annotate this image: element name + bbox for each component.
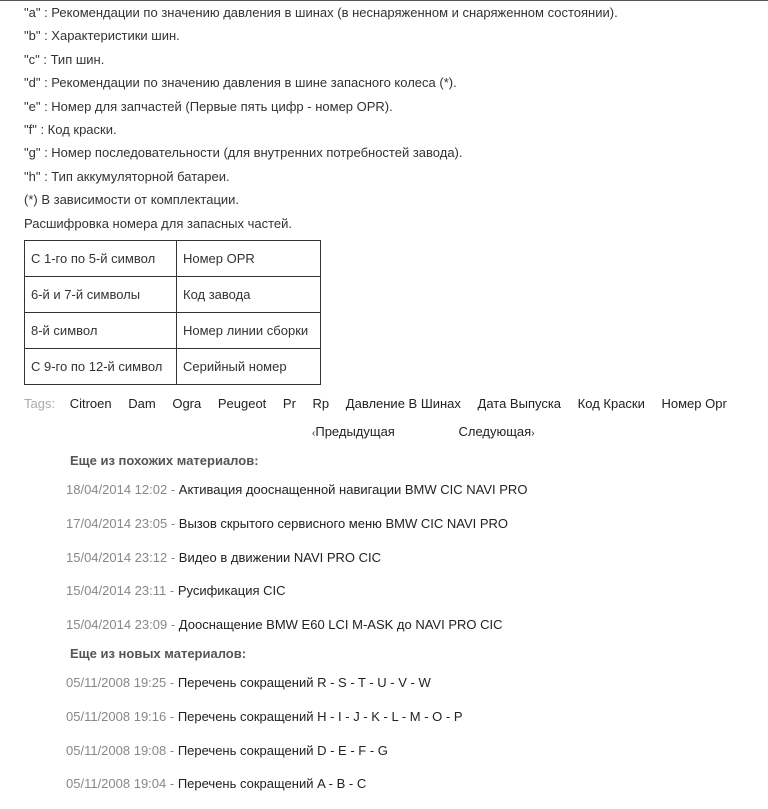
list-item — [66, 708, 756, 742]
prev-page-link[interactable] — [312, 424, 395, 439]
list-item — [66, 674, 756, 708]
newer-articles-list — [66, 674, 756, 809]
article-date: 05/11/2008 19:04 — [66, 776, 167, 792]
table-row — [25, 240, 321, 276]
separator: - — [167, 482, 179, 497]
table-cell-meaning: Номер OPR — [177, 240, 321, 276]
table-cell-position: 8-й символ — [25, 312, 177, 348]
similar-articles-title: Еще из похожих материалов: — [70, 453, 259, 468]
chevron-right-icon: › — [531, 428, 535, 439]
separator: - — [167, 549, 179, 565]
article-date: 18/04/2014 12:02 — [66, 482, 168, 497]
list-item — [66, 742, 756, 776]
next-page-label: Следующая — [458, 424, 532, 439]
legend-footnote: (*) В зависимости от комплектации. — [24, 192, 240, 208]
tag-link-opr-number[interactable]: Номер Opr — [661, 395, 727, 411]
legend-c: "c" : Тип шин. — [24, 51, 105, 67]
article-link[interactable]: Русификация CIC — [177, 583, 286, 599]
article-date: 15/04/2014 23:09 — [66, 617, 168, 633]
separator: - — [166, 675, 178, 690]
prev-page-label: Предыдущая — [315, 424, 395, 439]
tag-link-citroen[interactable]: Citroen — [69, 395, 112, 411]
list-item — [66, 582, 756, 616]
legend-g: "g" : Номер последовательности (для внутренних потребностей завода). — [24, 145, 463, 161]
separator: - — [166, 742, 178, 758]
tag-link-pr[interactable]: Pr — [282, 395, 296, 411]
article-link[interactable]: Перечень сокращений H - I - J - K - L - M - O - P — [177, 708, 463, 724]
separator: - — [166, 583, 178, 599]
parts-number-table — [24, 240, 321, 385]
chevron-left-icon: ‹ — [312, 428, 316, 439]
table-cell-meaning: Серийный номер — [177, 348, 321, 384]
table-cell-position: С 1-го по 5-й символ — [25, 240, 177, 276]
legend-e: "e" : Номер для запчастей (Первые пять цифр - номер OPR). — [24, 98, 393, 114]
list-item — [66, 481, 756, 515]
article-link[interactable]: Перечень сокращений A - B - C — [177, 776, 367, 792]
article-link[interactable]: Дооснащение BMW E60 LCI M-ASK до NAVI PRO CIC — [178, 617, 503, 633]
legend-d: "d" : Рекомендации по значению давления в шине запасного колеса (*). — [24, 75, 457, 91]
tag-link-dam[interactable]: Dam — [128, 395, 156, 411]
legend-b: "b" : Характеристики шин. — [24, 28, 180, 44]
table-row — [25, 348, 321, 384]
table-cell-position: С 9-го по 12-й символ — [25, 348, 177, 384]
tags-label: Tags: — [24, 395, 56, 411]
table-row — [25, 312, 321, 348]
tag-link-ogra[interactable]: Ogra — [172, 395, 202, 411]
table-cell-meaning: Код завода — [177, 276, 321, 312]
separator: - — [167, 617, 179, 633]
article-link[interactable]: Вызов скрытого сервисного меню BMW CIC NAVI PRO — [178, 515, 509, 531]
similar-articles-list — [66, 481, 756, 650]
separator: - — [167, 515, 179, 531]
article-date: 05/11/2008 19:08 — [66, 742, 167, 758]
next-page-link[interactable] — [458, 424, 534, 439]
table-cell-meaning: Номер линии сборки — [177, 312, 321, 348]
list-item — [66, 775, 756, 809]
article-date: 15/04/2014 23:12 — [66, 549, 168, 565]
table-cell-position: 6-й и 7-й символы — [25, 276, 177, 312]
article-date: 05/11/2008 19:25 — [66, 675, 167, 690]
tag-link-tire-pressure[interactable]: Давление В Шинах — [345, 395, 461, 411]
article-link[interactable]: Активация дооснащенной навигации BMW CIC NAVI PRO — [178, 482, 528, 497]
tag-link-peugeot[interactable]: Peugeot — [217, 395, 267, 411]
list-item — [66, 549, 756, 583]
table-caption: Расшифровка номера для запасных частей. — [24, 215, 293, 231]
article-date: 15/04/2014 23:11 — [66, 583, 167, 599]
separator: - — [166, 708, 178, 724]
article-link[interactable]: Перечень сокращений R - S - T - U - V - W — [177, 675, 431, 690]
legend-f: "f" : Код краски. — [24, 121, 117, 137]
tag-link-release-date[interactable]: Дата Выпуска — [477, 395, 562, 411]
article-link[interactable]: Перечень сокращений D - E - F - G — [177, 742, 388, 758]
tag-link-rp[interactable]: Rp — [312, 395, 330, 411]
top-divider — [0, 0, 768, 1]
article-date: 05/11/2008 19:16 — [66, 708, 167, 724]
article-link[interactable]: Видео в движении NAVI PRO CIC — [178, 549, 382, 565]
list-item — [66, 515, 756, 549]
separator: - — [166, 776, 178, 792]
table-row — [25, 276, 321, 312]
legend-h: "h" : Тип аккумуляторной батареи. — [24, 168, 230, 184]
tags-bar — [24, 394, 744, 414]
article-body — [24, 4, 744, 414]
tag-link-paint-code[interactable]: Код Краски — [577, 395, 645, 411]
legend-a: "a" : Рекомендации по значению давления в шинах (в неснаряженном и снаряженном состоянии). — [24, 5, 618, 20]
newer-articles-title: Еще из новых материалов: — [70, 646, 247, 661]
pagination — [312, 422, 535, 442]
article-date: 17/04/2014 23:05 — [66, 515, 168, 531]
